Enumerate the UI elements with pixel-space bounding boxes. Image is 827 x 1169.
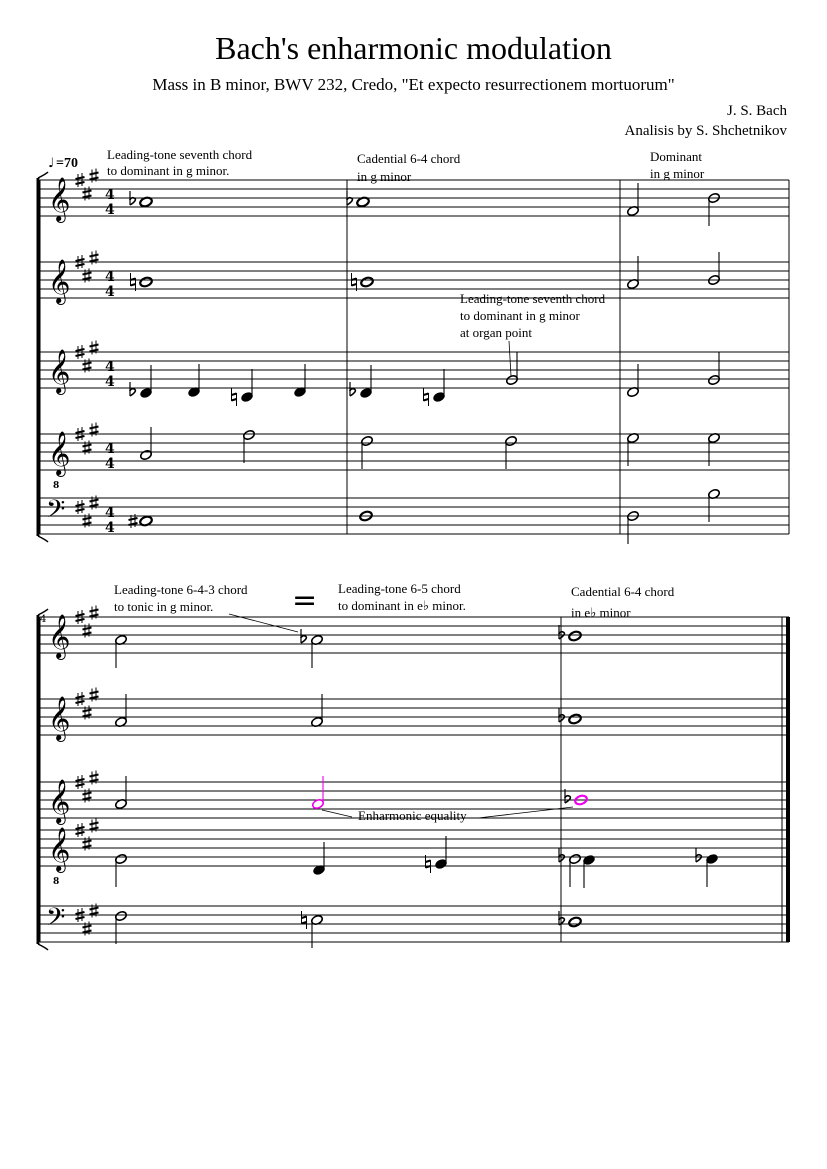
flat-icon	[559, 708, 564, 722]
key-signature-sharps	[76, 606, 99, 638]
svg-text:to dominant in e♭ minor.: to dominant in e♭ minor.	[338, 598, 466, 613]
annotation-organ-point-leader	[509, 341, 511, 376]
svg-text:4: 4	[105, 456, 115, 472]
staff	[40, 830, 789, 866]
whole-note	[559, 911, 582, 928]
svg-text:in g minor: in g minor	[650, 166, 705, 181]
staff	[40, 180, 789, 216]
quarter-note	[426, 836, 448, 873]
treble-clef-icon: 𝄞	[48, 177, 71, 221]
bass-clef-icon: 𝄢	[46, 495, 66, 530]
quarter-note	[293, 364, 306, 398]
flat-icon	[559, 911, 564, 925]
natural-icon	[131, 273, 136, 291]
time-signature	[105, 187, 115, 536]
key-signature-sharps	[76, 771, 99, 803]
key-signature-sharps	[76, 341, 99, 373]
flat-icon	[350, 382, 355, 396]
annotation-cadential-64-eflat	[571, 584, 675, 620]
svg-text:to dominant in g minor.: to dominant in g minor.	[107, 163, 230, 178]
annotation-cadential-64-g	[357, 151, 461, 184]
half-note	[505, 352, 518, 386]
enharmonic-equals-sign: =	[292, 583, 318, 618]
svg-text:4: 4	[105, 202, 115, 218]
half-note	[114, 853, 127, 887]
flat-icon	[696, 848, 701, 862]
natural-icon	[232, 388, 237, 406]
svg-text:4: 4	[105, 441, 115, 457]
key-signature-sharps	[76, 819, 99, 851]
whole-note	[352, 273, 375, 291]
annotation-enharmonic-equality: Enharmonic equality	[358, 808, 467, 823]
octave-eight-mark: 8	[53, 877, 60, 887]
tempo-note-icon: ♩	[48, 156, 55, 171]
staff	[40, 699, 789, 735]
svg-text:Leading-tone 6-4-3 chord: Leading-tone 6-4-3 chord	[114, 582, 248, 597]
bass-clef-icon: 𝄢	[46, 903, 66, 938]
staff	[40, 498, 789, 534]
key-signature-sharps	[76, 169, 99, 201]
svg-text:to dominant in g minor: to dominant in g minor	[460, 308, 580, 323]
svg-text:in g minor: in g minor	[357, 169, 412, 184]
quarter-note	[696, 848, 719, 887]
arranger-credit: Analisis by S. Shchetnikov	[624, 123, 787, 139]
staff	[40, 906, 789, 942]
augmentation-dot	[588, 856, 592, 860]
enharmonic-leader-left	[322, 810, 352, 817]
svg-text:Dominant: Dominant	[650, 149, 702, 164]
flat-icon	[130, 382, 135, 396]
flat-icon	[347, 191, 352, 205]
svg-text:4: 4	[105, 374, 115, 390]
score-subtitle: Mass in B minor, BWV 232, Credo, "Et expecto resurrectionem mortuorum"	[152, 75, 675, 94]
key-signature-sharps	[76, 423, 99, 455]
half-note	[707, 252, 720, 286]
staff	[40, 434, 789, 470]
svg-text:Cadential 6-4 chord: Cadential 6-4 chord	[357, 151, 461, 166]
svg-text:4: 4	[105, 520, 115, 536]
key-signature-sharps	[76, 496, 99, 528]
svg-text:at organ point: at organ point	[460, 325, 532, 340]
svg-text:in e♭ minor: in e♭ minor	[571, 605, 631, 620]
flat-icon	[130, 191, 135, 205]
half-note	[626, 183, 639, 217]
treble-clef-icon: 𝄞	[48, 431, 71, 475]
svg-text:Leading-tone seventh chord: Leading-tone seventh chord	[107, 147, 253, 162]
half-note	[139, 427, 152, 461]
key-signature-sharps	[76, 904, 99, 936]
staff	[40, 352, 789, 388]
composer-credit: J. S. Bach	[727, 103, 787, 119]
whole-note	[559, 625, 582, 642]
measure-number: 4	[40, 614, 47, 625]
half-note	[626, 364, 639, 398]
key-signature-sharps	[76, 251, 99, 283]
flat-icon	[559, 625, 564, 639]
quarter-note	[187, 364, 200, 398]
tempo-value: =70	[56, 156, 78, 171]
flat-icon	[559, 848, 564, 862]
svg-text:4: 4	[105, 187, 115, 203]
natural-icon	[426, 855, 431, 873]
treble-clef-icon: 𝄞	[48, 827, 71, 871]
annotation-leading-tone-seventh	[107, 147, 253, 178]
flat-icon	[301, 629, 306, 643]
half-note	[707, 488, 720, 522]
whole-note	[559, 708, 582, 725]
annotation-dominant-g	[650, 149, 705, 181]
natural-icon	[424, 388, 429, 406]
natural-icon	[352, 273, 357, 291]
half-note	[626, 510, 639, 544]
treble-clef-icon: 𝄞	[48, 696, 71, 740]
svg-text:Leading-tone seventh chord: Leading-tone seventh chord	[460, 291, 606, 306]
score-title: Bach's enharmonic modulation	[215, 30, 612, 66]
svg-text:4: 4	[105, 505, 115, 521]
half-note	[559, 848, 582, 887]
half-note	[114, 634, 127, 668]
svg-text:4: 4	[105, 269, 115, 285]
octave-eight-mark: 8	[53, 481, 60, 491]
whole-note	[565, 789, 588, 806]
half-note	[707, 192, 720, 226]
treble-clef-icon: 𝄞	[48, 349, 71, 393]
quarter-note	[232, 369, 254, 406]
half-note	[626, 256, 639, 290]
half-note	[114, 776, 127, 810]
svg-text:Leading-tone 6-5 chord: Leading-tone 6-5 chord	[338, 581, 461, 596]
treble-clef-icon: 𝄞	[48, 614, 71, 658]
staff	[40, 617, 789, 653]
whole-note	[131, 273, 154, 291]
svg-text:4: 4	[105, 359, 115, 375]
svg-text:4: 4	[105, 284, 115, 300]
quarter-note	[424, 369, 446, 406]
treble-clef-icon: 𝄞	[48, 779, 71, 823]
quarter-note	[312, 842, 325, 876]
key-signature-sharps	[76, 688, 99, 720]
svg-text:to tonic in g minor.: to tonic in g minor.	[114, 599, 214, 614]
annotation-leading-tone-65	[338, 581, 466, 613]
treble-clef-icon: 𝄞	[48, 259, 71, 303]
natural-icon	[302, 911, 307, 929]
annotation-leading-tone-643	[114, 582, 248, 614]
whole-note	[130, 191, 153, 208]
svg-text:Cadential 6-4 chord: Cadential 6-4 chord	[571, 584, 675, 599]
half-note	[707, 352, 720, 386]
half-note	[311, 776, 324, 810]
whole-note	[347, 191, 370, 208]
